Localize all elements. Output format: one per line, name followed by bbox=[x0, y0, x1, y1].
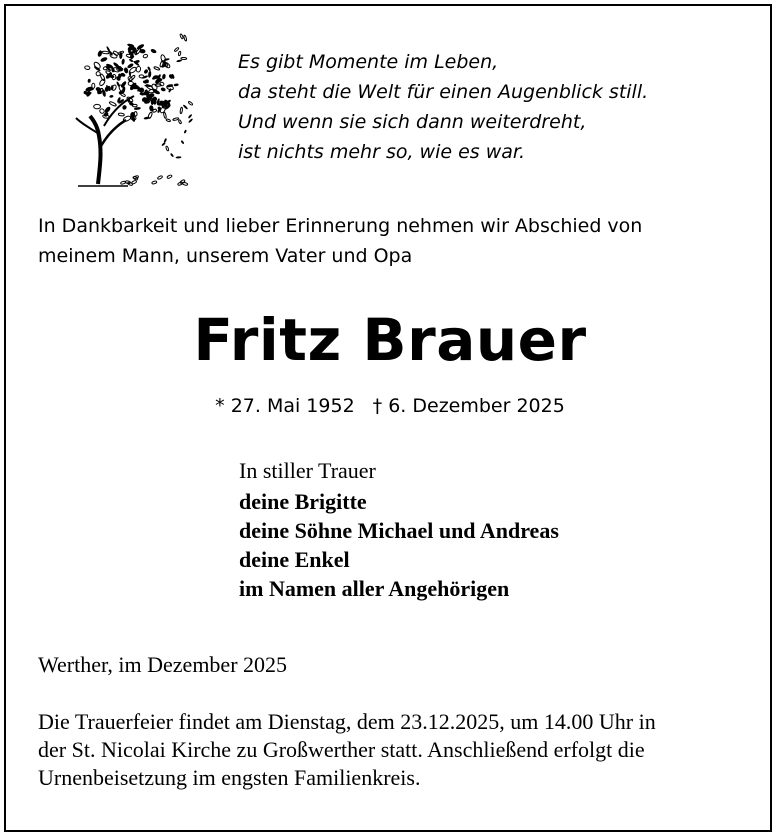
mourner-name: deine Brigitte bbox=[239, 489, 367, 514]
poem-line: da steht die Welt für einen Augenblick still. bbox=[238, 81, 649, 103]
ceremony-line: Die Trauerfeier findet am Dienstag, dem 23.12.2025, um 14.00 Uhr in bbox=[38, 709, 656, 734]
mourners-block bbox=[239, 456, 739, 603]
place-date: Werther, im Dezember 2025 bbox=[38, 652, 288, 677]
mourner-name: deine Söhne Michael und Andreas bbox=[239, 518, 559, 543]
intro-line: meinem Mann, unserem Vater und Opa bbox=[38, 245, 413, 267]
mourner-name: deine Enkel bbox=[239, 547, 350, 572]
poem-line: ist nichts mehr so, wie es war. bbox=[238, 141, 526, 163]
poem bbox=[238, 47, 738, 167]
death-date: † 6. Dezember 2025 bbox=[372, 395, 565, 417]
birth-date: * 27. Mai 1952 bbox=[215, 395, 355, 417]
windblown-tree-icon bbox=[68, 26, 194, 188]
poem-line: Es gibt Momente im Leben, bbox=[238, 51, 499, 73]
ceremony-notice bbox=[38, 708, 748, 792]
mourner-name: im Namen aller Angehörigen bbox=[239, 576, 510, 601]
poem-line: Und wenn sie sich dann weiterdreht, bbox=[238, 111, 587, 133]
ceremony-line: der St. Nicolai Kirche zu Großwerther statt. Anschließend erfolgt die bbox=[38, 737, 645, 762]
ceremony-line: Urnenbeisetzung im engsten Familienkreis. bbox=[38, 765, 421, 790]
intro-text bbox=[38, 211, 738, 271]
mourning-lead: In stiller Trauer bbox=[239, 458, 376, 483]
life-dates bbox=[0, 392, 780, 420]
deceased-name: Fritz Brauer bbox=[193, 306, 587, 374]
intro-line: In Dankbarkeit und lieber Erinnerung nehmen wir Abschied von bbox=[38, 215, 643, 237]
